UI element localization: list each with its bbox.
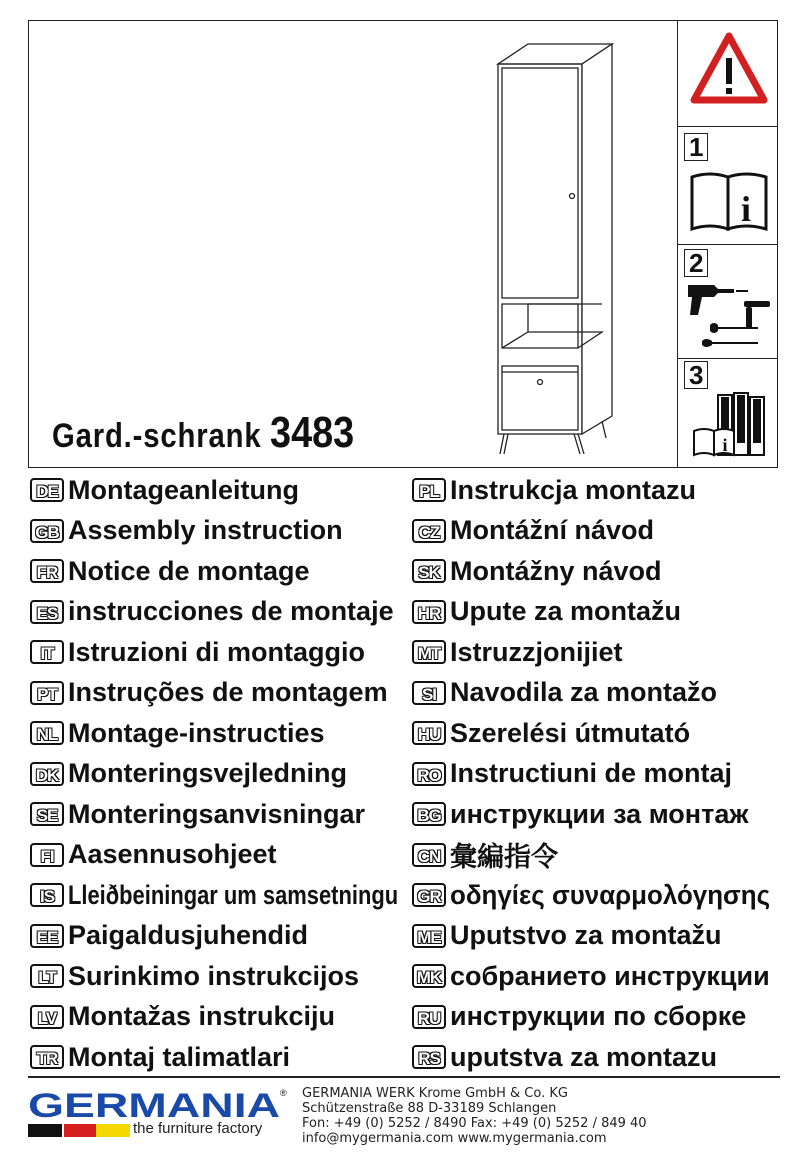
language-row-dk [30,756,347,792]
language-code-badge: SE [30,802,64,826]
language-code-badge: IT [30,640,64,664]
step-2-number: 2 [684,249,708,277]
language-row-hr [412,594,681,630]
language-row-mk [412,958,770,994]
step-1-number: 1 [684,133,708,161]
language-label: Aasennusohjeet [68,839,277,869]
language-row-mt [412,634,623,670]
language-code-badge: DE [30,478,64,502]
language-code-badge: GB [30,519,64,543]
language-code-badge: CN [412,843,446,867]
language-label: инструкции по сборке [450,1001,747,1031]
language-code-badge: FR [30,559,64,583]
language-label: uputstva za montazu [450,1041,718,1072]
language-row-de [30,472,299,508]
cabinet-illustration-icon [490,36,620,456]
language-code-badge: LT [30,964,64,988]
language-label: Assembly instruction [68,515,343,545]
company-name: GERMANIA WERK Krome GmbH & Co. KG [302,1086,568,1101]
language-label: Istruzioni di montaggio [68,636,365,667]
brand-tagline: the furniture factory [133,1120,263,1137]
logo-text: GERMANIA [28,1090,280,1120]
language-code-badge: LV [30,1005,64,1029]
step-column [677,20,778,468]
svg-text:i: i [722,435,728,455]
language-row-es [30,594,394,630]
language-label: Paigaldusjuhendid [68,920,309,950]
language-code-badge: IS [30,883,64,907]
step-3-number: 3 [684,361,708,389]
language-code-badge: HU [412,721,446,745]
language-code-badge: PT [30,681,64,705]
language-label: Montážny návod [450,555,662,586]
language-row-fi [30,837,277,873]
language-row-cn [412,837,558,873]
svg-text:i: i [740,189,752,229]
language-row-bg [412,796,749,832]
language-code-badge: CZ [412,519,446,543]
language-row-it [30,634,365,670]
language-label: Lleiðbeiningar um samsetningu [68,879,399,910]
manual-info-icon [688,169,772,233]
language-label: Montaj talimatlari [68,1041,291,1072]
language-code-badge: ME [412,924,446,948]
language-code-badge: RO [412,762,446,786]
language-row-is [30,877,475,913]
language-label: Monteringsvejledning [68,758,348,788]
language-row-rs [412,1039,717,1075]
language-row-si [412,675,717,711]
language-code-badge: GR [412,883,446,907]
company-phone: Fon: +49 (0) 5252 / 8490 Fax: +49 (0) 5252 / 849 40 [302,1116,647,1131]
registered-mark: ® [280,1088,287,1098]
language-label: собранието инструкции [450,960,770,991]
language-label: Instrukcja montazu [450,474,697,505]
language-label: Monteringsanvisningar [68,798,366,829]
company-address [302,1086,647,1146]
tools-icon [684,279,776,355]
language-row-nl [30,715,325,751]
footer-divider [28,1076,780,1078]
language-row-hu [412,715,690,751]
warning-cell [678,20,778,126]
language-code-badge: RS [412,1045,446,1069]
language-code-badge: DK [30,762,64,786]
language-label: Upute za montažu [450,596,682,626]
language-row-fr [30,553,310,589]
flag-red [64,1124,98,1137]
step-3-cell [678,358,778,468]
product-frame [28,20,778,468]
language-row-se [30,796,365,832]
language-label: Istruzzjonijiet [450,636,623,667]
language-row-pl [412,472,696,508]
language-row-sk [412,553,662,589]
language-label: Notice de montage [68,555,310,586]
language-row-tr [30,1039,290,1075]
warning-icon [690,32,768,104]
language-label: Montage-instructies [68,717,325,748]
language-label: Instructiuni de montaj [450,758,733,788]
product-name: Gard.-schrank [52,417,262,455]
language-label: инструкции за монтаж [450,798,749,829]
product-title [52,408,354,458]
language-code-badge: TR [30,1045,64,1069]
language-label: instrucciones de montaje [68,596,394,626]
language-code-badge: MK [412,964,446,988]
language-code-badge: HR [412,600,446,624]
step-2-cell [678,244,778,358]
language-code-badge: RU [412,1005,446,1029]
language-label: Navodila za montažo [450,677,718,707]
flag-gold [96,1124,130,1137]
language-row-lv [30,999,335,1035]
language-row-lt [30,958,359,994]
language-label: Uputstvo za montažu [450,920,722,950]
binders-info-icon [692,391,776,461]
language-label: Surinkimo instrukcijos [68,960,360,991]
language-label: Montageanleitung [68,474,299,505]
language-code-badge: SK [412,559,446,583]
language-label: οδηγίες συναρμολόγησης [450,879,771,910]
language-row-cz [412,513,654,549]
language-code-badge: PL [412,478,446,502]
language-row-gb [30,513,343,549]
language-code-badge: BG [412,802,446,826]
language-code-badge: ES [30,600,64,624]
language-code-badge: NL [30,721,64,745]
flag-black [28,1124,62,1137]
language-row-me [412,918,722,954]
language-label: 彙編指令 [450,842,558,872]
language-label: Montážní návod [450,515,654,545]
language-label: Instruções de montagem [68,677,388,707]
language-code-badge: SI [412,681,446,705]
language-row-ee [30,918,308,954]
language-row-pt [30,675,388,711]
germania-logo [28,1090,286,1120]
language-row-ro [412,756,732,792]
product-model: 3483 [270,408,355,457]
step-1-cell [678,126,778,244]
language-code-badge: EE [30,924,64,948]
language-label: Montažas instrukciju [68,1001,336,1031]
language-code-badge: MT [412,640,446,664]
language-row-ru [412,999,746,1035]
language-row-gr [412,877,783,913]
language-code-badge: FI [30,843,64,867]
company-web[interactable]: info@mygermania.com www.mygermania.com [302,1131,607,1146]
language-label: Szerelési útmutató [450,717,691,748]
company-street: Schützenstraße 88 D-33189 Schlangen [302,1101,557,1116]
